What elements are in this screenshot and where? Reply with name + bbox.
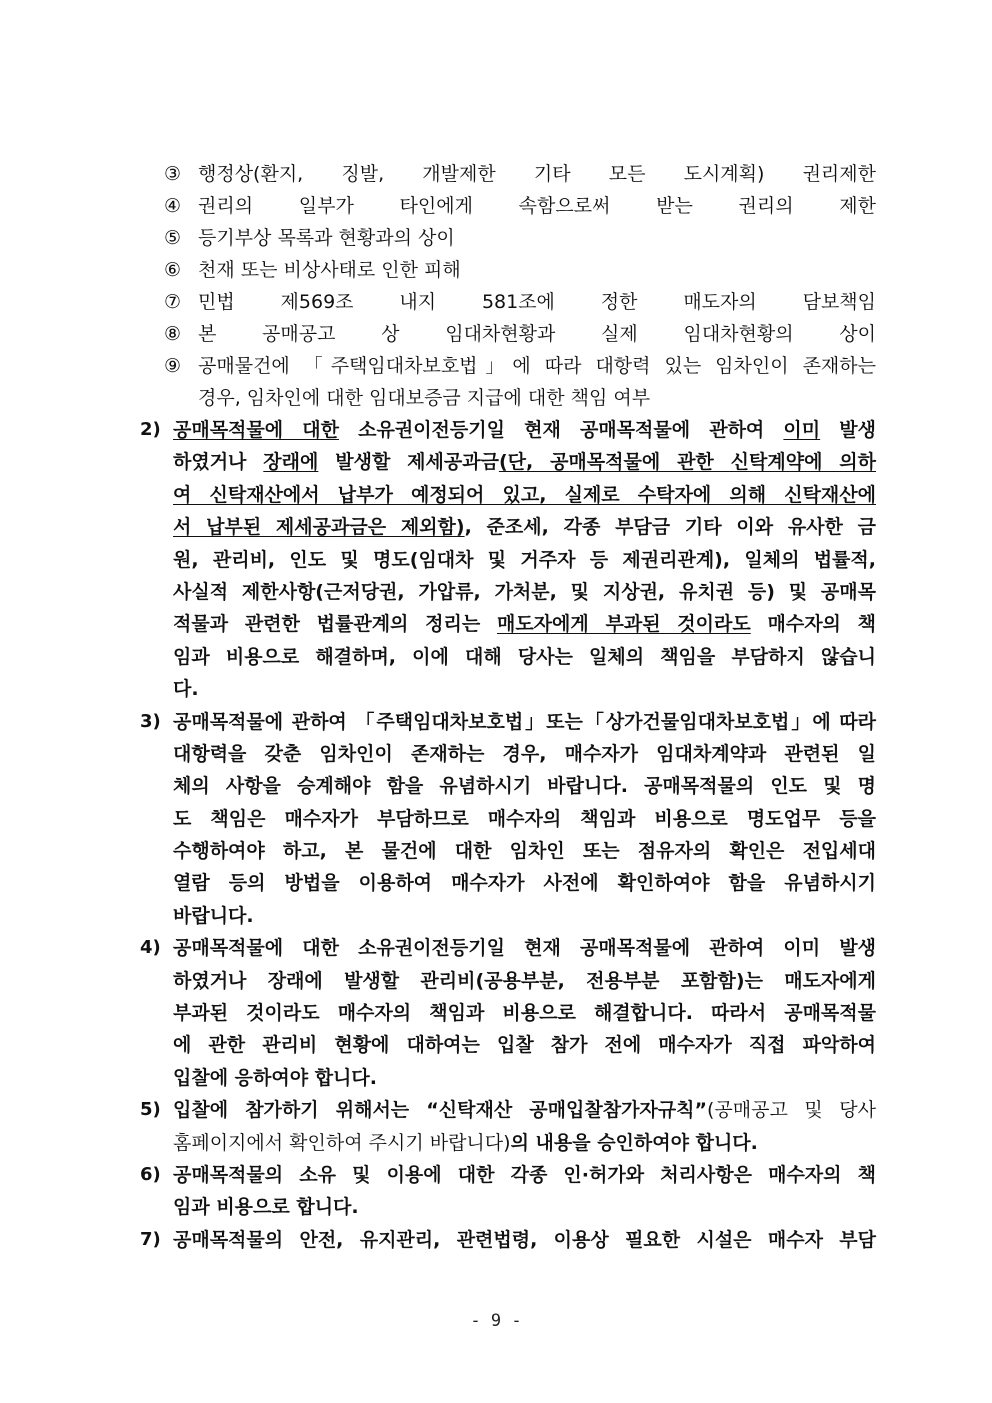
- section-number: 4): [140, 937, 161, 959]
- section-body: [173, 414, 876, 706]
- text-line: [173, 414, 876, 446]
- text-run: 발생: [820, 419, 876, 441]
- text-line: 에 관한 관리비 현황에 대하여는 입찰 참가 전에 매수자가 직접 파악하여: [173, 1034, 876, 1057]
- list-item: [164, 254, 876, 286]
- text-line: [173, 608, 876, 640]
- section-body: [173, 1094, 876, 1159]
- item-text: 천재 또는 비상사태로 인한 피해: [198, 259, 461, 281]
- list-item: [164, 350, 876, 382]
- underlined-text: 매도자에게 부과된 것이라도: [496, 613, 751, 636]
- text-line: 공매목적물의 안전, 유지관리, 관련법령, 이용상 필요한 시설은 매수자 부담: [173, 1228, 876, 1251]
- numbered-sections: [140, 414, 876, 1256]
- text-line: 도 책임은 매수자가 부담하므로 매수자의 책임과 비용으로 명도업무 등을: [173, 807, 876, 830]
- section-number: 3): [140, 710, 161, 732]
- text-line: 임과 비용으로 해결하며, 이에 대해 당사는 일체의 책임을 부담하지 않습니: [173, 645, 876, 668]
- list-item: [164, 286, 876, 318]
- text-line: 사실적 제한사항(근저당권, 가압류, 가처분, 및 지상권, 유치권 등) 및 공매목: [173, 580, 876, 603]
- underlined-text: (단, 공매목적물에 관한 신탁계약에 의하: [498, 451, 877, 474]
- text-line: 바랍니다.: [173, 904, 254, 927]
- text-line: [173, 446, 876, 478]
- text-line: 다.: [173, 678, 199, 701]
- section-number: 5): [140, 1099, 161, 1121]
- text-run: 소유권이전등기일 현재 공매목적물에 관하여: [338, 419, 784, 441]
- section-body: [173, 1159, 876, 1224]
- text-line: [173, 479, 876, 511]
- item-marker: ⑦: [164, 291, 182, 313]
- page-number: - 9 -: [470, 1311, 522, 1331]
- underlined-text: 서 납부된 제세공과금은 제외함): [173, 516, 465, 539]
- text-run: , 준조세, 각종 부담금 기타 이와 유사한 금: [464, 516, 876, 539]
- section-number: 7): [140, 1228, 161, 1250]
- text-run: (공매공고 및 당사: [706, 1099, 876, 1122]
- text-line: 부과된 것이라도 매수자의 책임과 비용으로 해결합니다. 따라서 공매목적물: [173, 1002, 876, 1025]
- item-marker: ④: [164, 195, 182, 217]
- text-line: 입찰에 응하여야 합니다.: [173, 1066, 377, 1089]
- text-line: 체의 사항을 승계해야 함을 유념하시기 바랍니다. 공매목적물의 인도 및 명: [173, 775, 876, 798]
- underlined-text: 여 신탁재산에서 납부가 예정되어 있고, 실제로 수탁자에 의해 신탁재산에: [173, 483, 876, 506]
- list-item: [164, 222, 876, 254]
- item-marker: ⑤: [164, 227, 182, 249]
- item-text: 민법 제569조 내지 581조에 정한 매도자의 담보책임: [198, 291, 876, 313]
- item-text: 본 공매공고 상 임대차현황과 실제 임대차현황의 상이: [198, 323, 876, 345]
- text-run: 매수자의 책: [750, 613, 877, 636]
- section-6: [140, 1159, 876, 1224]
- list-item: [164, 318, 876, 350]
- text-line: [173, 1094, 876, 1126]
- text-line: 대항력을 갖춘 임차인이 존재하는 경우, 매수자가 임대차계약과 관련된 일: [173, 742, 876, 765]
- item-text: 행정상(환지, 징발, 개발제한 기타 모든 도시계획) 권리제한: [198, 163, 876, 185]
- text-run: 적물과 관련한 법률관계의 정리는: [173, 613, 497, 636]
- underlined-text: 장래에: [263, 451, 319, 474]
- text-line: [173, 1127, 876, 1159]
- item-text: 권리의 일부가 타인에게 속함으로써 받는 권리의 제한: [198, 195, 876, 217]
- underlined-text: 이미: [783, 419, 821, 441]
- section-body: [173, 932, 876, 1094]
- item-marker: ⑨: [164, 355, 182, 377]
- section-number: 6): [140, 1163, 161, 1185]
- text-run: 발생할 제세공과금: [318, 451, 499, 474]
- text-line: [173, 511, 876, 543]
- text-line: 임과 비용으로 합니다.: [173, 1196, 359, 1219]
- section-5: [140, 1094, 876, 1159]
- item-marker: ⑥: [164, 259, 182, 281]
- item-text: 공매물건에 「주택임대차보호법」에 따라 대항력 있는 임차인이 존재하는: [198, 355, 876, 377]
- text-run: 하였거나: [173, 451, 264, 474]
- item-marker: ⑧: [164, 323, 182, 345]
- text-line: 하였거나 장래에 발생할 관리비(공용부분, 전용부분 포함함)는 매도자에게: [173, 969, 876, 992]
- section-body: [173, 706, 876, 933]
- section-4: [140, 932, 876, 1094]
- section-2: [140, 414, 876, 706]
- text-run: 의 내용을 승인하여야 합니다.: [510, 1131, 758, 1154]
- section-number: 2): [140, 419, 161, 440]
- text-line: 공매목적물에 관하여 「주택임대차보호법」또는「상가건물임대차보호법」에 따라: [173, 710, 876, 733]
- section-3: [140, 706, 876, 933]
- underlined-text: 공매목적물에 대한: [173, 419, 339, 441]
- circled-items-list: [164, 158, 876, 414]
- section-body: [173, 1224, 876, 1256]
- item-continuation: 경우, 임차인에 대한 임대보증금 지급에 대한 책임 여부: [198, 387, 651, 409]
- text-line: 공매목적물에 대한 소유권이전등기일 현재 공매목적물에 관하여 이미 발생: [173, 937, 876, 960]
- list-item: [164, 190, 876, 222]
- text-line: 열람 등의 방법을 이용하여 매수자가 사전에 확인하여야 함을 유념하시기: [173, 872, 876, 895]
- text-run: 홈페이지에서 확인하여 주시기 바랍니다): [173, 1131, 511, 1154]
- text-line: 수행하여야 하고, 본 물건에 대한 임차인 또는 점유자의 확인은 전입세대: [173, 840, 876, 863]
- item-marker: ③: [164, 163, 182, 185]
- text-line: 공매목적물의 소유 및 이용에 대한 각종 인·허가와 처리사항은 매수자의 책: [173, 1163, 876, 1186]
- section-7: [140, 1224, 876, 1256]
- text-line: 원, 관리비, 인도 및 명도(임대차 및 거주자 등 제권리관계), 일체의 법률적,: [173, 548, 876, 571]
- text-run: 입찰에 참가하기 위해서는 “신탁재산 공매입찰참가자규칙”: [173, 1099, 707, 1122]
- list-item: [164, 158, 876, 190]
- item-text: 등기부상 목록과 현황과의 상이: [198, 227, 455, 249]
